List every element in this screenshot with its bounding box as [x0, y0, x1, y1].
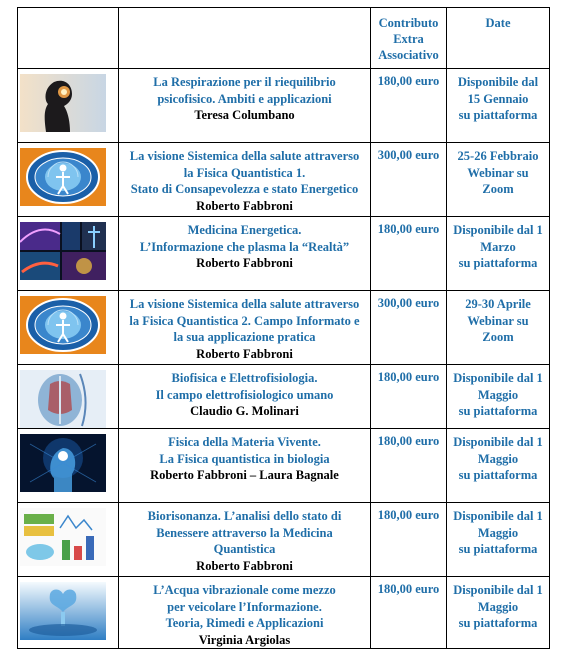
course-author: Claudio G. Molinari — [190, 404, 299, 419]
course-title-cell — [119, 429, 371, 503]
thumbnail-cell — [18, 577, 119, 649]
course-title-line: per veicolare l’Informazione. — [167, 599, 322, 614]
course-date-line: Disponibile dal — [457, 75, 539, 89]
table-row — [18, 69, 550, 143]
course-title-cell — [119, 217, 371, 291]
meditation-silhouette-image — [20, 74, 106, 132]
course-title-line: Il campo elettrofisiologico umano — [155, 387, 334, 402]
course-date-line: Maggio — [477, 525, 519, 540]
course-title-line: la Fisica Quantistica 1. — [183, 165, 306, 180]
header-empty-cell-2 — [119, 8, 371, 69]
course-title-line: La Fisica quantistica in biologia — [159, 451, 330, 466]
course-title-cell — [119, 365, 371, 429]
thumbnail-cell — [18, 291, 119, 365]
course-date-cell — [447, 217, 550, 291]
table-row — [18, 291, 550, 365]
course-price: 180,00 euro — [371, 365, 447, 429]
course-date-line: Disponibile dal 1 — [453, 371, 543, 385]
course-author: Roberto Fabbroni — [196, 558, 293, 573]
thumbnail-cell — [18, 217, 119, 291]
course-title-cell — [119, 69, 371, 143]
course-author: Roberto Fabbroni — [196, 346, 293, 361]
course-date-cell — [447, 577, 550, 649]
course-title-line: L’Acqua vibrazionale come mezzo — [153, 583, 336, 597]
course-price: 300,00 euro — [371, 291, 447, 365]
course-date-line: 29-30 Aprile — [465, 297, 531, 311]
thumbnail-cell — [18, 365, 119, 429]
course-price: 300,00 euro — [371, 143, 447, 217]
course-author: Roberto Fabbroni – Laura Bagnale — [150, 468, 339, 483]
table-row — [18, 365, 550, 429]
course-price: 180,00 euro — [371, 429, 447, 503]
course-date-cell — [447, 69, 550, 143]
course-title-line: Medicina Energetica. — [187, 223, 302, 237]
course-date-line: su piattaforma — [458, 542, 538, 557]
course-date-cell — [447, 291, 550, 365]
anatomy-xray-image — [20, 370, 106, 428]
tecnica-bioenergetica-logo — [20, 296, 106, 354]
course-date-line: Maggio — [477, 599, 519, 614]
course-date-line: Zoom — [482, 182, 514, 197]
course-price: 180,00 euro — [371, 217, 447, 291]
glowing-head-image — [20, 434, 106, 492]
course-author: Roberto Fabbroni — [196, 198, 293, 213]
course-date-line: Disponibile dal 1 — [453, 435, 543, 449]
course-title-cell — [119, 503, 371, 577]
course-date-cell — [447, 429, 550, 503]
course-title-line: Biorisonanza. L’analisi dello stato di — [147, 509, 342, 523]
course-date-line: su piattaforma — [458, 468, 538, 483]
course-title-line: Biofisica e Elettrofisiologia. — [171, 371, 318, 385]
course-title-line: La visione Sistemica della salute attraverso — [129, 149, 360, 163]
course-author: Virginia Argiolas — [198, 632, 291, 647]
table-row — [18, 217, 550, 291]
water-heart-splash-image — [20, 582, 106, 640]
course-title-line: L’Informazione che plasma la “Realtà” — [139, 239, 350, 254]
thumbnail-cell — [18, 503, 119, 577]
course-price: 180,00 euro — [371, 577, 447, 649]
course-title-line: La visione Sistemica della salute attraverso — [129, 297, 360, 311]
course-title-line: la sua applicazione pratica — [173, 330, 316, 345]
course-title-cell — [119, 577, 371, 649]
course-date-cell — [447, 503, 550, 577]
header-price: Contributo Extra Associativo — [371, 8, 447, 69]
course-date-line: Zoom — [482, 330, 514, 345]
course-title-line: Stato di Consapevolezza e stato Energetico — [130, 182, 359, 197]
course-date-line: Disponibile dal 1 — [453, 223, 543, 237]
thumbnail-cell — [18, 69, 119, 143]
course-date-line: su piattaforma — [458, 108, 538, 123]
course-date-cell — [447, 365, 550, 429]
course-date-line: Maggio — [477, 451, 519, 466]
course-table — [17, 7, 550, 649]
course-date-line: Marzo — [480, 239, 516, 254]
course-title-line: Benessere attraverso la Medicina — [156, 525, 333, 540]
course-date-line: Webinar su — [467, 313, 529, 328]
course-title-cell — [119, 143, 371, 217]
thumbnail-cell — [18, 429, 119, 503]
table-row — [18, 429, 550, 503]
course-title-line: Teoria, Rimedi e Applicazioni — [165, 616, 324, 631]
header-empty-cell — [18, 8, 119, 69]
course-title-line: Quantistica — [213, 542, 276, 557]
bioresonance-analysis-image — [20, 508, 106, 566]
header-row — [18, 8, 550, 69]
table-row — [18, 577, 550, 649]
table-row — [18, 503, 550, 577]
course-date-line: su piattaforma — [458, 256, 538, 271]
course-title-line: la Fisica Quantistica 2. Campo Informato e — [129, 313, 360, 328]
course-title-line: La Respirazione per il riequilibrio — [153, 75, 336, 89]
course-date-line: su piattaforma — [458, 616, 538, 631]
course-author: Teresa Columbano — [194, 108, 295, 123]
course-date-line: 15 Gennaio — [467, 91, 529, 106]
course-author: Roberto Fabbroni — [196, 256, 293, 271]
course-date-line: Maggio — [477, 387, 519, 402]
course-title-line: psicofisico. Ambiti e applicazioni — [157, 91, 332, 106]
course-price: 180,00 euro — [371, 69, 447, 143]
course-date-cell — [447, 143, 550, 217]
course-date-line: su piattaforma — [458, 404, 538, 419]
tecnica-bioenergetica-logo — [20, 148, 106, 206]
course-title-line: Fisica della Materia Vivente. — [168, 435, 321, 449]
course-date-line: Disponibile dal 1 — [453, 583, 543, 597]
course-title-cell — [119, 291, 371, 365]
course-date-line: Disponibile dal 1 — [453, 509, 543, 523]
table-row — [18, 143, 550, 217]
course-date-line: 25-26 Febbraio — [457, 149, 539, 163]
header-date: Date — [447, 8, 550, 69]
course-price: 180,00 euro — [371, 503, 447, 577]
thumbnail-cell — [18, 143, 119, 217]
energy-medicine-collage-image — [20, 222, 106, 280]
course-date-line: Webinar su — [467, 165, 529, 180]
